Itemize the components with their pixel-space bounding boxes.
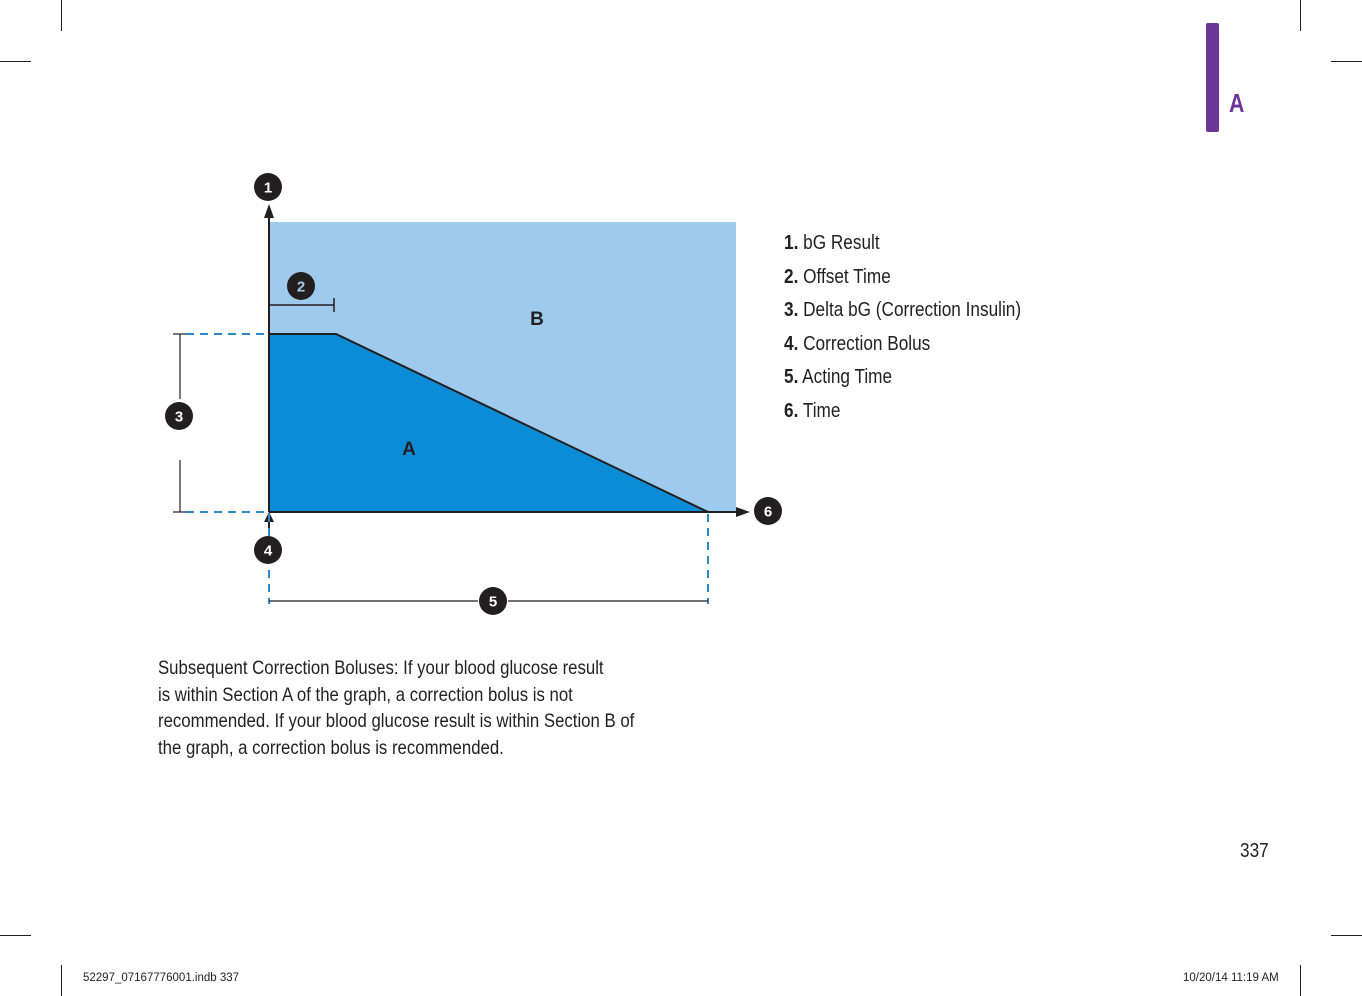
marker-6 (754, 497, 782, 525)
marker-3 (165, 402, 193, 430)
legend-number: 2. (784, 265, 799, 288)
chapter-tab-letter: A (1229, 88, 1245, 118)
marker-1 (254, 173, 282, 201)
legend-item (784, 331, 1021, 365)
slug-file-info: 52297_07167776001.indb 337 (83, 972, 240, 984)
marker-5 (479, 587, 507, 615)
legend-item (784, 398, 1021, 432)
legend-label: Correction Bolus (803, 332, 931, 355)
description-line: recommended. If your blood glucose result is within Section B of (158, 710, 635, 732)
legend-label: Acting Time (802, 366, 893, 388)
legend-item (784, 230, 1021, 264)
svg-text:6: 6 (763, 503, 773, 521)
page-number: 337 (1240, 840, 1269, 862)
description-paragraph (158, 655, 674, 761)
section-b-label: B (530, 309, 544, 330)
svg-text:3: 3 (174, 408, 184, 426)
legend-label: Delta bG (Correction Insulin) (803, 299, 1022, 321)
slug-datetime: 10/20/14 11:19 AM (1183, 972, 1279, 984)
legend-list (784, 230, 1060, 431)
legend-number: 5. (784, 366, 799, 388)
legend-number: 6. (784, 399, 799, 422)
legend-item (784, 264, 1021, 298)
description-line: is within Section A of the graph, a correction bolus is not (158, 683, 573, 706)
marker-2 (287, 272, 315, 300)
legend-label: Time (802, 399, 841, 422)
svg-text:4: 4 (263, 542, 273, 560)
description-line: Subsequent Correction Boluses: If your blood glucose result (158, 657, 604, 679)
section-a-label: A (402, 439, 416, 460)
svg-text:1: 1 (263, 179, 273, 197)
legend-label: bG Result (803, 232, 880, 254)
description-line: the graph, a correction bolus is recommended. (158, 736, 504, 759)
marker-4 (254, 536, 282, 564)
x-axis-arrow (736, 507, 750, 517)
legend-number: 1. (784, 232, 799, 254)
legend-label: Offset Time (803, 265, 891, 288)
legend-number: 4. (784, 332, 799, 355)
svg-text:5: 5 (488, 593, 498, 611)
svg-text:2: 2 (296, 278, 306, 296)
y-axis-arrow (264, 204, 274, 218)
legend-item (784, 364, 1021, 398)
legend-number: 3. (784, 299, 799, 321)
legend-item (784, 297, 1021, 331)
